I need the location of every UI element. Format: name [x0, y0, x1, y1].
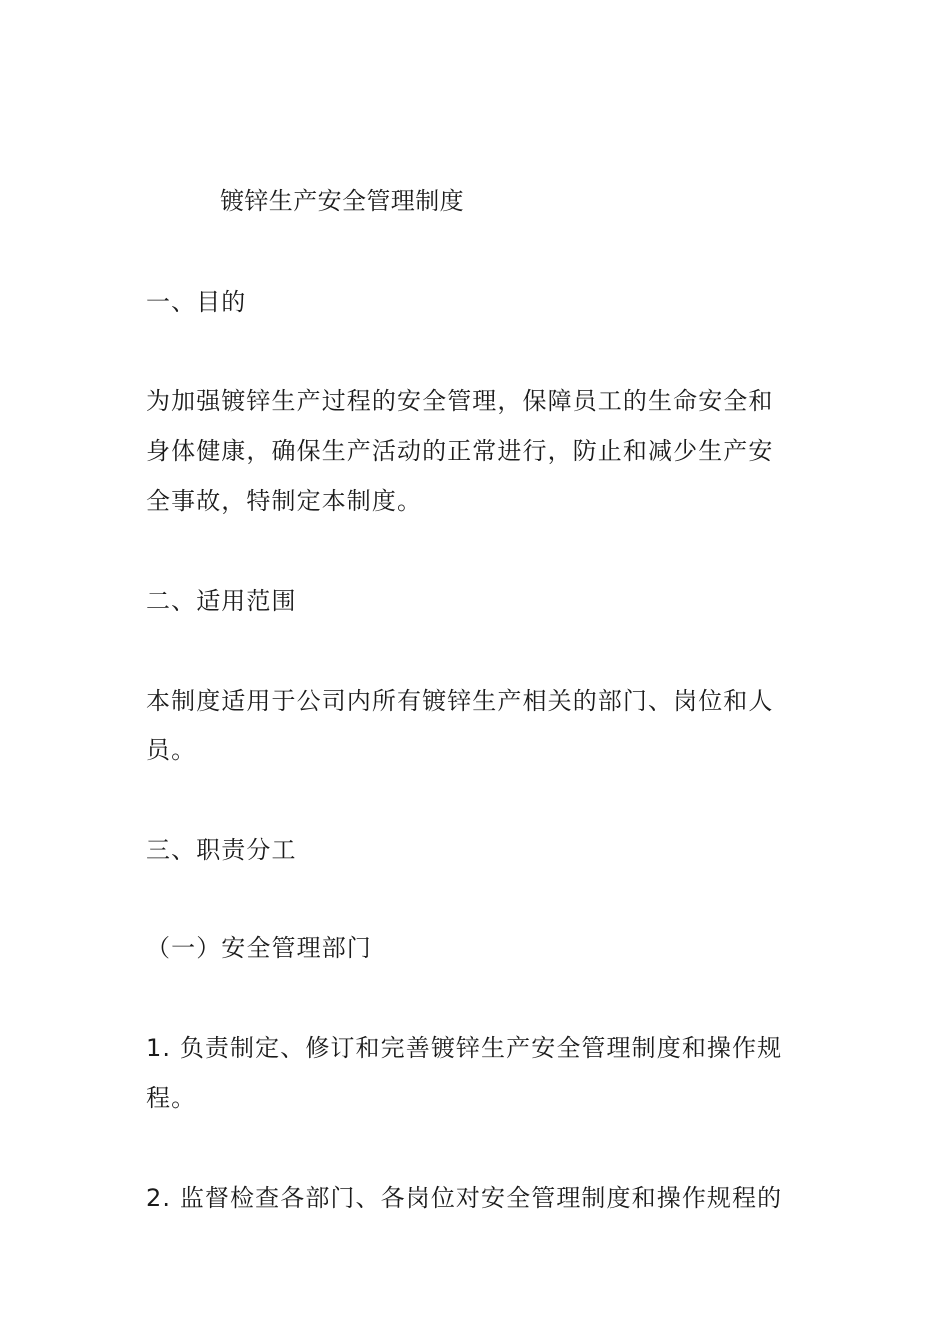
list-item-line: 程。 — [146, 1084, 197, 1112]
paragraph-line: 全事故，特制定本制度。 — [146, 487, 423, 515]
paragraph-line: 身体健康，确保生产活动的正常进行，防止和减少生产安 — [146, 437, 774, 465]
document-title: 镀锌生产安全管理制度 — [220, 187, 464, 215]
list-item-line: 1. 负责制定、修订和完善镀锌生产安全管理制度和操作规 — [146, 1034, 783, 1062]
paragraph-line: 本制度适用于公司内所有镀锌生产相关的部门、岗位和人 — [146, 687, 774, 715]
section-heading-scope: 二、适用范围 — [146, 587, 297, 615]
paragraph-line: 员。 — [146, 736, 197, 764]
section-heading-purpose: 一、目的 — [146, 288, 247, 316]
section-heading-responsibilities: 三、职责分工 — [146, 836, 297, 864]
list-item-line: 2. 监督检查各部门、各岗位对安全管理制度和操作规程的 — [146, 1184, 783, 1212]
subsection-heading: （一）安全管理部门 — [146, 934, 372, 962]
paragraph-line: 为加强镀锌生产过程的安全管理，保障员工的生命安全和 — [146, 387, 774, 415]
